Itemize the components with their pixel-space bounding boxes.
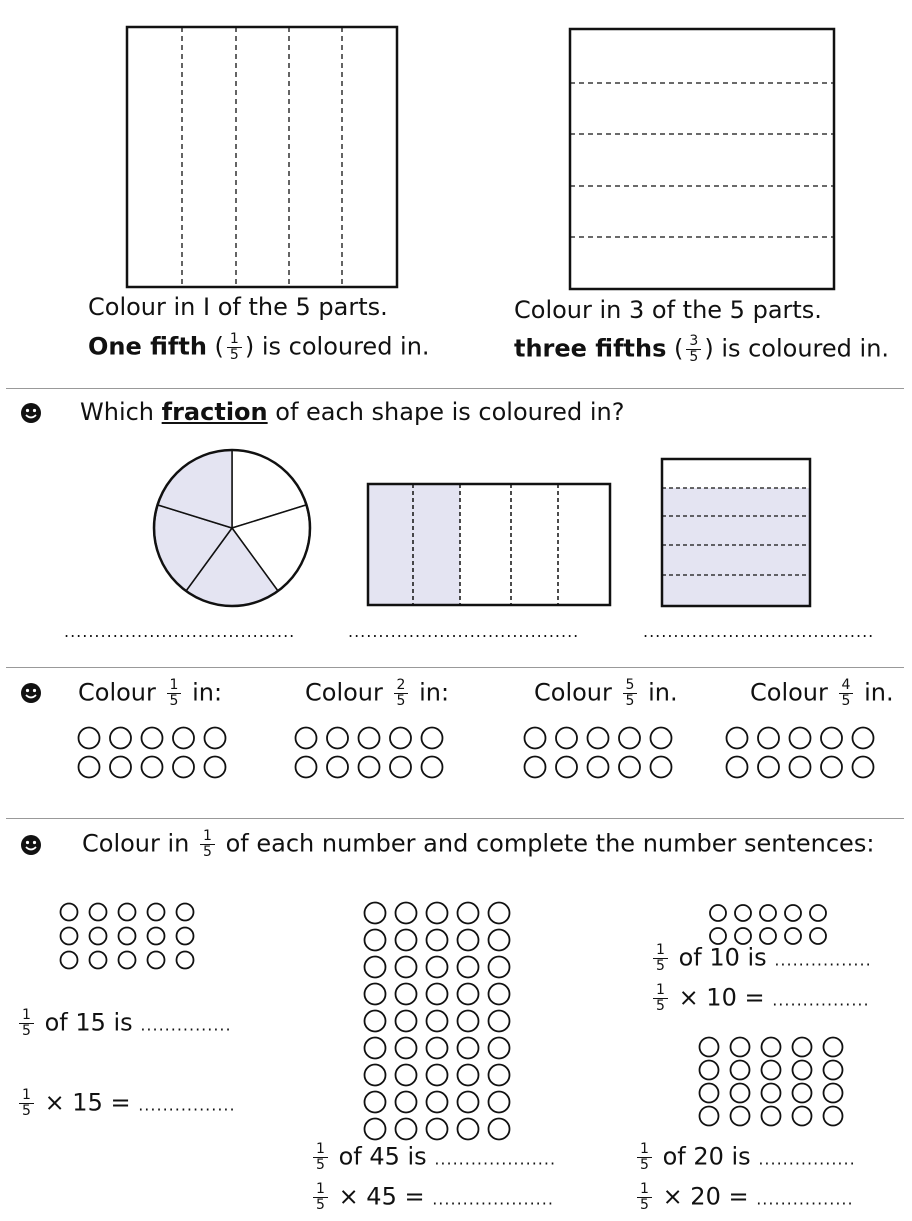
colour-circle[interactable]: [731, 1061, 750, 1080]
colour-circle[interactable]: [173, 728, 194, 749]
colour-circle[interactable]: [61, 904, 78, 921]
colour-circle[interactable]: [396, 957, 417, 978]
colour-circle[interactable]: [396, 903, 417, 924]
colour-circle[interactable]: [824, 1084, 843, 1103]
colour-circle[interactable]: [458, 930, 479, 951]
colour-circle[interactable]: [760, 928, 776, 944]
colour-circle[interactable]: [762, 1084, 781, 1103]
colour-item-label: Colour $\frac{5}{5}$ in.: [534, 677, 678, 709]
colour-circle[interactable]: [61, 952, 78, 969]
sentence-of-45: $\frac{1}{5}$ of 45 is ....................: [310, 1142, 556, 1173]
colour-circle[interactable]: [177, 904, 194, 921]
colour-circle[interactable]: [205, 728, 226, 749]
colour-circle[interactable]: [824, 1061, 843, 1080]
colour-circle[interactable]: [489, 984, 510, 1005]
colour-circle[interactable]: [489, 930, 510, 951]
colour-circle[interactable]: [700, 1107, 719, 1126]
colour-circle[interactable]: [205, 757, 226, 778]
colour-circle[interactable]: [396, 984, 417, 1005]
colour-circle[interactable]: [427, 1011, 448, 1032]
example-left-line1: Colour in I of the 5 parts.: [88, 293, 388, 321]
colour-circle[interactable]: [762, 1061, 781, 1080]
colour-circle[interactable]: [700, 1038, 719, 1057]
colour-circle[interactable]: [365, 984, 386, 1005]
colour-circle[interactable]: [142, 728, 163, 749]
colour-item-label: Colour $\frac{4}{5}$ in.: [750, 677, 894, 709]
fraction: $\frac{1}{5}$: [227, 332, 242, 363]
colour-circle[interactable]: [758, 728, 779, 749]
example-right-line1: Colour in 3 of the 5 parts.: [514, 296, 822, 324]
colour-circle[interactable]: [458, 1092, 479, 1113]
colour-circle[interactable]: [365, 930, 386, 951]
colour-circle[interactable]: [458, 957, 479, 978]
sentence-of-10: $\frac{1}{5}$ of 10 is ................: [650, 943, 872, 974]
example-left-line2: One fifth ( $\frac{1}{5}$ ) is coloured in.: [88, 331, 430, 363]
colour-circle[interactable]: [710, 905, 726, 921]
colour-circle[interactable]: [422, 728, 443, 749]
colour-circle[interactable]: [79, 757, 100, 778]
colour-circle[interactable]: [427, 957, 448, 978]
answer-blank[interactable]: ................: [772, 990, 870, 1010]
colour-circle[interactable]: [525, 757, 546, 778]
colour-circle[interactable]: [793, 1084, 812, 1103]
answer-blank[interactable]: ....................: [432, 1189, 554, 1209]
example-right-rest: is coloured in.: [721, 334, 890, 363]
colour-circle[interactable]: [821, 728, 842, 749]
colour-circle[interactable]: [148, 952, 165, 969]
sentence-times-10: $\frac{1}{5}$ × 10 = ................: [650, 983, 870, 1014]
colour-circle[interactable]: [110, 757, 131, 778]
colour-circle[interactable]: [785, 905, 801, 921]
colour-circle[interactable]: [700, 1061, 719, 1080]
colour-circle[interactable]: [458, 984, 479, 1005]
colour-circle[interactable]: [458, 1038, 479, 1059]
colour-circle[interactable]: [458, 1119, 479, 1140]
sentence-times-15: $\frac{1}{5}$ × 15 = ................: [16, 1088, 236, 1119]
colour-circle[interactable]: [458, 903, 479, 924]
colour-circle[interactable]: [853, 757, 874, 778]
colour-circle[interactable]: [327, 728, 348, 749]
colour-circle[interactable]: [489, 903, 510, 924]
colour-circle[interactable]: [853, 728, 874, 749]
colour-circle[interactable]: [588, 728, 609, 749]
colour-circle[interactable]: [785, 928, 801, 944]
colour-circle[interactable]: [735, 928, 751, 944]
colour-circle[interactable]: [489, 957, 510, 978]
colour-circle[interactable]: [458, 1065, 479, 1086]
colour-circle[interactable]: [651, 757, 672, 778]
colour-circle[interactable]: [390, 728, 411, 749]
colour-circle[interactable]: [365, 1092, 386, 1113]
colour-circle[interactable]: [396, 930, 417, 951]
colour-circle[interactable]: [790, 728, 811, 749]
answer-blank[interactable]: ....................: [434, 1149, 557, 1169]
colour-circle[interactable]: [296, 728, 317, 749]
answer-blank[interactable]: ...............: [140, 1015, 232, 1035]
colour-circle[interactable]: [458, 1011, 479, 1032]
colour-circle[interactable]: [79, 728, 100, 749]
colour-circle[interactable]: [489, 1065, 510, 1086]
colour-circle[interactable]: [396, 1038, 417, 1059]
colour-circle[interactable]: [588, 757, 609, 778]
colour-circle[interactable]: [359, 757, 380, 778]
colour-circle[interactable]: [148, 904, 165, 921]
colour-circle[interactable]: [762, 1038, 781, 1057]
colour-circle[interactable]: [173, 757, 194, 778]
colour-circle[interactable]: [365, 957, 386, 978]
colour-circle[interactable]: [396, 1011, 417, 1032]
colour-circle[interactable]: [758, 757, 779, 778]
divider: [6, 818, 904, 819]
colour-circle[interactable]: [90, 952, 107, 969]
colour-circle[interactable]: [810, 928, 826, 944]
example-left-rest: is coloured in.: [261, 332, 430, 361]
colour-circle[interactable]: [390, 757, 411, 778]
example-left-bold: One fifth: [88, 332, 207, 361]
colour-circle[interactable]: [619, 728, 640, 749]
colour-circle[interactable]: [489, 1038, 510, 1059]
colour-circle[interactable]: [793, 1107, 812, 1126]
colour-circle[interactable]: [177, 952, 194, 969]
colour-circle[interactable]: [821, 757, 842, 778]
fraction: $\frac{3}{5}$: [686, 334, 701, 365]
colour-circle[interactable]: [365, 1038, 386, 1059]
colour-circle[interactable]: [296, 757, 317, 778]
colour-circle[interactable]: [810, 905, 826, 921]
colour-circle[interactable]: [556, 728, 577, 749]
colour-circle[interactable]: [422, 757, 443, 778]
keyword-fraction: fraction: [161, 398, 268, 426]
example-right-bold: three fifths: [514, 334, 667, 363]
colour-item-label: Colour $\frac{2}{5}$ in:: [305, 677, 450, 709]
colour-circle[interactable]: [119, 928, 136, 945]
colour-circle[interactable]: [651, 728, 672, 749]
answer-blank[interactable]: ................: [756, 1189, 854, 1209]
colour-circle[interactable]: [142, 757, 163, 778]
colour-circle[interactable]: [119, 952, 136, 969]
colour-circle[interactable]: [365, 1011, 386, 1032]
colour-circle[interactable]: [427, 1065, 448, 1086]
sentence-times-45: $\frac{1}{5}$ × 45 = ....................: [310, 1182, 554, 1213]
colour-circle[interactable]: [489, 1119, 510, 1140]
colour-circle[interactable]: [427, 1119, 448, 1140]
colour-circle[interactable]: [790, 757, 811, 778]
colour-circle[interactable]: [489, 1011, 510, 1032]
answer-blank[interactable]: ................: [138, 1095, 236, 1115]
colour-circle[interactable]: [489, 1092, 510, 1113]
colour-circle[interactable]: [727, 728, 748, 749]
colour-circle[interactable]: [824, 1038, 843, 1057]
colour-circle[interactable]: [619, 757, 640, 778]
sentence-times-20: $\frac{1}{5}$ × 20 = ................: [634, 1182, 854, 1213]
section1-prompt: Which fraction of each shape is coloured in?: [80, 398, 625, 426]
colour-circle[interactable]: [327, 757, 348, 778]
colour-circle[interactable]: [727, 757, 748, 778]
colour-circle[interactable]: [427, 1092, 448, 1113]
colour-circle[interactable]: [731, 1038, 750, 1057]
colour-circle[interactable]: [90, 928, 107, 945]
answer-blank[interactable]: ......................................: [643, 622, 875, 641]
colour-circle[interactable]: [61, 928, 78, 945]
colour-circle[interactable]: [731, 1107, 750, 1126]
colour-circle[interactable]: [760, 905, 776, 921]
section3-prompt: Colour in $\frac{1}{5}$ of each number and complete the number sentences:: [82, 828, 875, 860]
colour-circle[interactable]: [110, 728, 131, 749]
colour-circle[interactable]: [793, 1038, 812, 1057]
colour-circle[interactable]: [396, 1092, 417, 1113]
smiley-icon: [20, 834, 42, 856]
colour-circle[interactable]: [365, 903, 386, 924]
colour-circle[interactable]: [90, 904, 107, 921]
colour-circle[interactable]: [148, 928, 165, 945]
colour-circle[interactable]: [556, 757, 577, 778]
colour-circle[interactable]: [700, 1084, 719, 1103]
colour-circle[interactable]: [359, 728, 380, 749]
colour-circle[interactable]: [762, 1107, 781, 1126]
answer-blank[interactable]: ......................................: [348, 622, 580, 641]
example-right-line2: three fifths ( $\frac{3}{5}$ ) is coloured in.: [514, 333, 890, 365]
colour-circle[interactable]: [427, 930, 448, 951]
colour-circle[interactable]: [735, 905, 751, 921]
colour-item-label: Colour $\frac{1}{5}$ in:: [78, 677, 223, 709]
answer-blank[interactable]: ................: [758, 1149, 856, 1169]
answer-blank[interactable]: ......................................: [64, 622, 296, 641]
colour-circle[interactable]: [710, 928, 726, 944]
colour-circle[interactable]: [824, 1107, 843, 1126]
colour-circle[interactable]: [731, 1084, 750, 1103]
colour-circle[interactable]: [427, 1038, 448, 1059]
colour-circle[interactable]: [365, 1119, 386, 1140]
colour-circle[interactable]: [427, 984, 448, 1005]
colour-circle[interactable]: [119, 904, 136, 921]
colour-circle[interactable]: [793, 1061, 812, 1080]
colour-circle[interactable]: [365, 1065, 386, 1086]
colour-circle[interactable]: [427, 903, 448, 924]
colour-circle[interactable]: [177, 928, 194, 945]
sentence-of-15: $\frac{1}{5}$ of 15 is ...............: [16, 1008, 232, 1039]
answer-blank[interactable]: ................: [774, 950, 872, 970]
colour-circle[interactable]: [525, 728, 546, 749]
sentence-of-20: $\frac{1}{5}$ of 20 is ................: [634, 1142, 856, 1173]
colour-circle[interactable]: [396, 1065, 417, 1086]
colour-circle[interactable]: [396, 1119, 417, 1140]
